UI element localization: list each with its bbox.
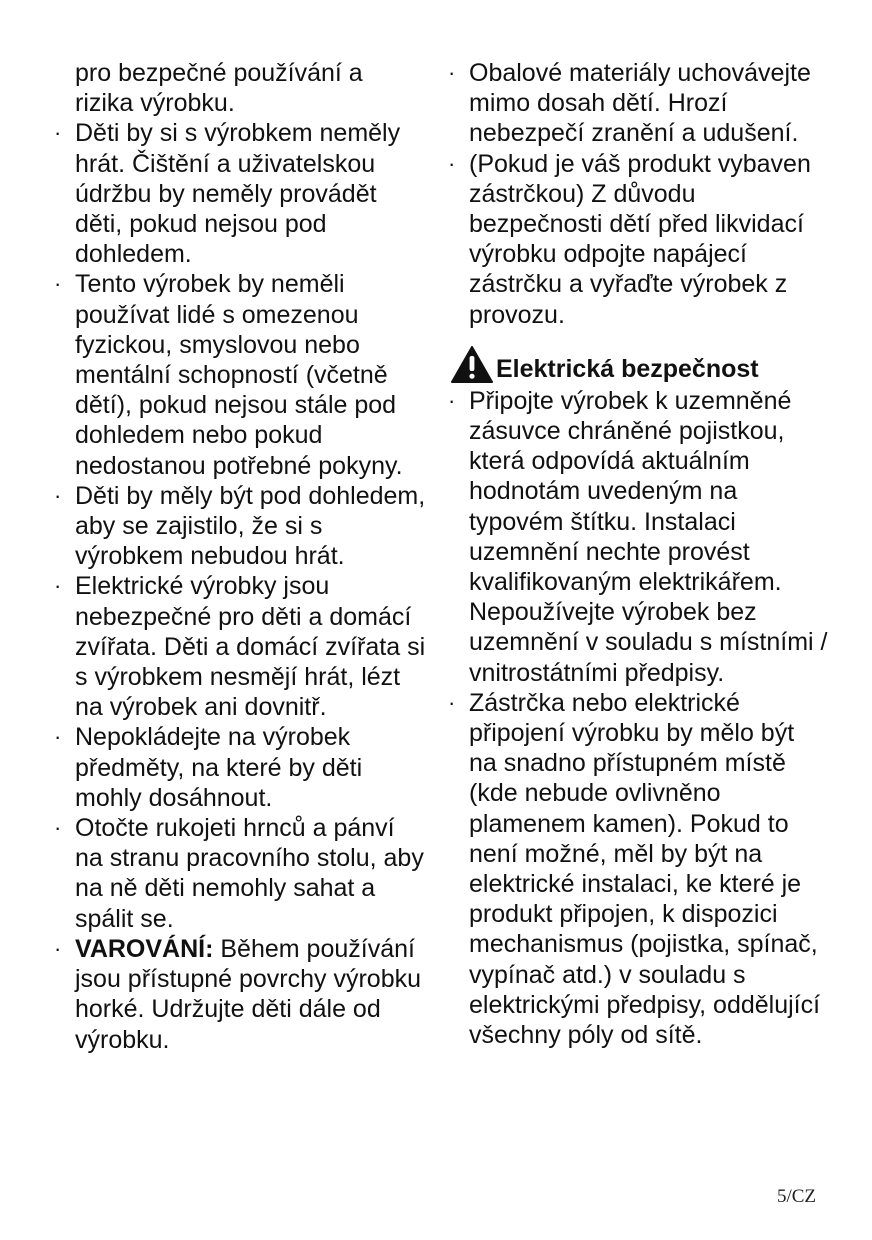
- bullet-text: Děti by si s výrobkem neměly hrát. Čištění a uživatelskou údržbu by neměly provádět děti, pokud nejsou pod dohledem.: [75, 119, 401, 269]
- safety-bullet-packaging: [448, 58, 828, 149]
- right-column: [448, 58, 828, 1050]
- electrical-bullet-plug-access: [448, 688, 828, 1050]
- safety-bullet-limited-ability: [54, 269, 426, 480]
- bullet-text: Nepokládejte na výrobek předměty, na které by děti mohly dosáhnout.: [75, 723, 363, 812]
- bullet-marker: ·: [54, 120, 62, 146]
- safety-bullet-objects: [54, 722, 426, 813]
- bullet-text: Otočte rukojeti hrnců a pánví na stranu pracovního stolu, aby na ně děti nemohly sahat a spálit se.: [75, 814, 424, 933]
- page-number: 5/CZ: [776, 1186, 816, 1207]
- safety-bullet-supervision: [54, 481, 426, 572]
- bullet-text: Elektrické výrobky jsou nebezpečné pro děti a domácí zvířata. Děti a domácí zvířata si s výrobkem nesmějí hrát, lézt na výrobek ani dovnitř.: [75, 572, 426, 722]
- bullet-marker: ·: [54, 935, 62, 961]
- bullet-marker: ·: [54, 271, 62, 297]
- safety-bullet-warning: [54, 934, 426, 1055]
- safety-bullet-pets: [54, 571, 426, 722]
- bullet-marker: ·: [54, 573, 62, 599]
- bullet-text: Obalové materiály uchovávejte mimo dosah dětí. Hrozí nebezpečí zranění a udušení.: [469, 59, 811, 148]
- warning-text: Během používání jsou přístupné povrchy výrobku horké. Udržujte děti dále od výrobku.: [75, 934, 422, 1054]
- warning-label: VAROVÁNÍ:: [75, 934, 214, 963]
- bullet-text: (Pokud je váš produkt vybaven zástrčkou) Z důvodu bezpečnosti dětí před likvidací výrobku odpojte napájecí zástrčku a vyřaďte výrobek z provozu.: [469, 149, 811, 329]
- electrical-bullet-grounding: [448, 386, 828, 688]
- left-column: [54, 58, 426, 1055]
- bullet-marker: ·: [54, 482, 62, 508]
- bullet-text: Děti by měly být pod dohledem, aby se zajistilo, že si s výrobkem nebudou hrát.: [75, 481, 426, 571]
- section-heading-electrical-safety: [448, 352, 828, 386]
- bullet-marker: ·: [448, 387, 456, 413]
- bullet-marker: ·: [448, 60, 456, 85]
- bullet-text: Tento výrobek by neměli používat lidé s omezenou fyzickou, smyslovou nebo mentální schopností (včetně dětí), pokud nejsou stále pod dohledem nebo pokud nedostanou potřebné pokyny.: [75, 270, 403, 480]
- bullet-marker: ·: [54, 815, 62, 841]
- bullet-text: Připojte výrobek k uzemněné zásuvce chráněné pojistkou, která odpovídá aktuálním hodnotám uvedeným na typovém štítku. Instalaci uzemnění nechte provést kvalifikovaným elektrikářem. Nepoužívejte výrobek bez uzemnění v souladu s místními / vnitrostátními předpisy.: [469, 386, 828, 687]
- safety-bullet-children-play: [54, 118, 426, 269]
- section-heading-text: Elektrická bezpečnost: [496, 354, 759, 383]
- bullet-marker: ·: [54, 724, 62, 750]
- warning-triangle-icon: [451, 346, 493, 384]
- safety-bullet-handles: [54, 813, 426, 934]
- safety-bullet-disposal: [448, 149, 828, 330]
- bullet-text: Zástrčka nebo elektrické připojení výrobku by mělo být na snadno přístupném místě (kde nebude ovlivněno plamenem kamen). Pokud to není možné, měl by být na elektrické instalaci, ke které je produkt připojen, k dispozici mechanismus (pojistka, spínač, vypínač atd.) v souladu s elektrickými předpisy, oddělující všechny póly od sítě.: [469, 688, 821, 1050]
- continuation-text: pro bezpečné používání a rizika výrobku.: [75, 59, 363, 118]
- bullet-marker: ·: [448, 689, 456, 715]
- bullet-marker: ·: [448, 150, 456, 176]
